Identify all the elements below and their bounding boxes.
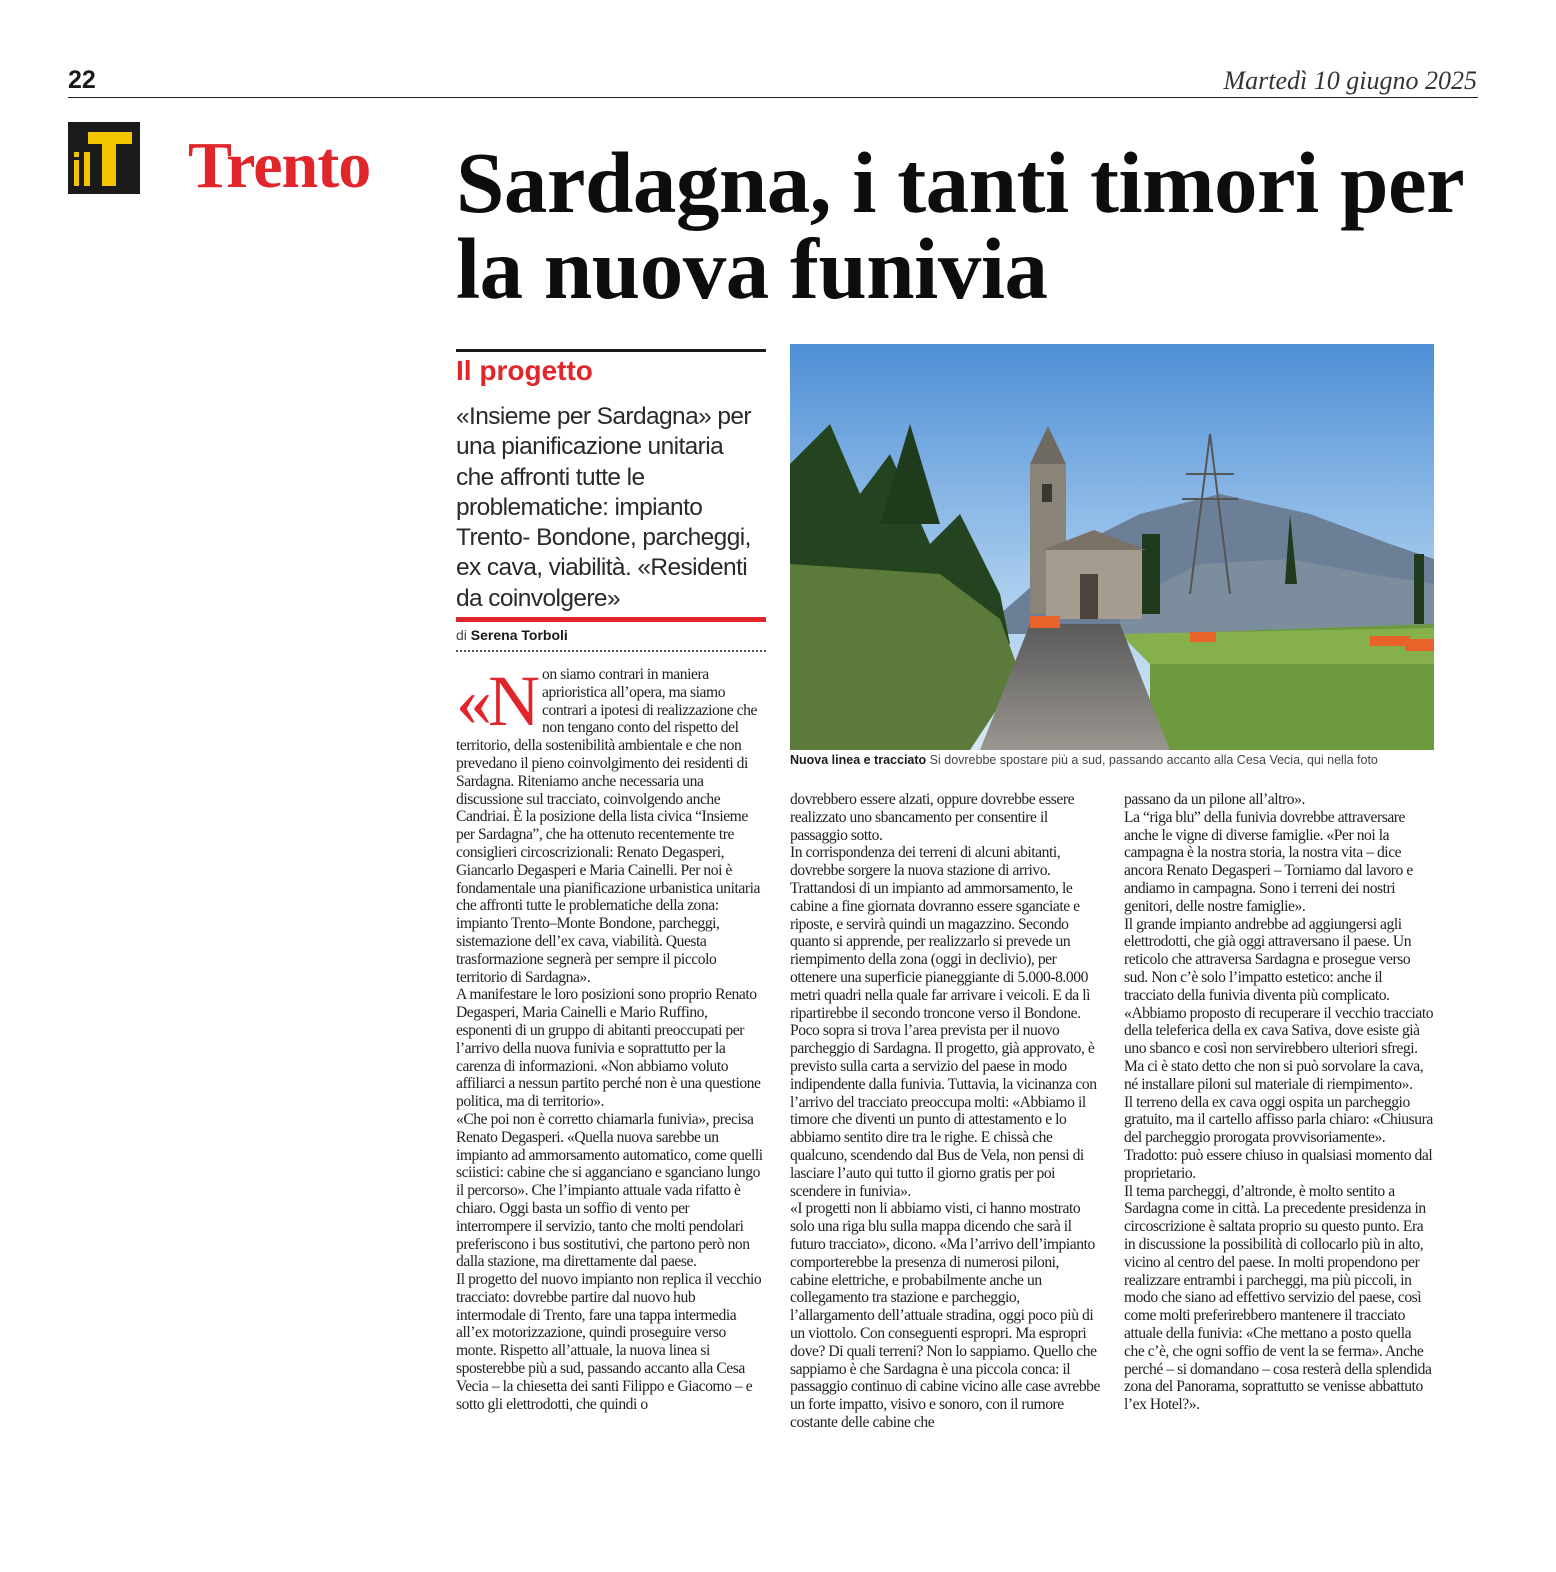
byline-prefix: di xyxy=(456,627,467,643)
header-rule xyxy=(68,97,1478,98)
paragraph: In corrispondenza dei terreni di alcuni abitanti, dovrebbe sorgere la nuova stazione di arrivo. Trattandosi di un impianto ad ammorsamento, le cabine a fine giornata dovranno essere sganciate e riposte, e servirà quindi un magazzino. Secondo quanto si apprende, per realizzarlo si prevede un riempimento della zona (oggi in declivio), per ottenere una superficie pianeggiante di 5.000-8.000 metri quadri nella quale far arrivare i veicoli. E da lì ripartirebbe il secondo troncone verso il Bondone. xyxy=(790,844,1090,1022)
caption-title: Nuova linea e tracciato xyxy=(790,753,927,767)
headline: Sardagna, i tanti timori per la nuova funivia xyxy=(456,134,1463,317)
photo-caption xyxy=(790,753,1434,767)
paragraph: Il tema parcheggi, d’altronde, è molto sentito a Sardagna come in città. La precedente presidenza in circoscrizione è saltata proprio su questo punto. Era in discussione la possibilità di collocarlo più in alto, vicino al centro del paese. In molti propendono per realizzare entrambi i parcheggi, ma più piccoli, in modo che siano ad effettivo servizio del paese, così come molti preferirebbero mantenere il tracciato attuale della funivia: «Che mettano a posto quella che c’è, che ogni soffio de vent la se ferma». Anche perché – si domandano – cosa resterà della splendida zona del Panorama, soprattutto se venisse abbattuto l’ex Hotel?». xyxy=(1124,1182,1432,1414)
newspaper-logo xyxy=(68,122,140,194)
paragraph: passano da un pilone all’altro». xyxy=(1124,791,1305,808)
drop-cap xyxy=(456,661,536,741)
byline-divider xyxy=(456,650,766,652)
caption-text: Si dovrebbe spostare più a sud, passando accanto alla Cesa Vecia, qui nella foto xyxy=(929,753,1378,767)
paragraph: dovrebbero essere alzati, oppure dovrebbe essere realizzato uno sbancamento per consentire il passaggio sotto. xyxy=(790,791,1075,844)
article-column-2 xyxy=(790,791,1100,1432)
article-column-3 xyxy=(1124,791,1434,1414)
paragraph: La “riga blu” della funivia dovrebbe attraversare anche le vigne di diverse famiglie. «Per noi la campagna è la nostra storia, la nostra vita – dice ancora Renato Degasperi – Torniamo dal lavoro e andiamo in campagna. Sono i terreni dei nostri genitori, delle nostre famiglie». xyxy=(1124,808,1413,915)
il-t-logo-icon xyxy=(68,122,140,194)
paragraph: on siamo contrari in maniera aprioristica all’opera, ma siamo contrari a ipotesi di realizzazione che non tengano conto del rispetto del territorio, della sostenibilità ambientale e che non prevedano il pieno coinvolgimento dei residenti di Sardagna. Riteniamo anche necessaria una discussione sul tracciato, coinvolgendo anche Candriai. È la posizione della lista civica “Insieme per Sardagna”, che ha ottenuto recentemente tre consiglieri circoscrizionali: Renato Degasperi, Giancarlo Degasperi e Maria Cainelli. Per noi è fondamentale una pianificazione urbanistica unitaria che affronti tutte le problematiche della zona: impianto Trento–Monte Bondone, parcheggi, sistemazione dell’ex cava, viabilità. Questa trasformazione segnerà per sempre il piccolo territorio di Sardagna». xyxy=(456,666,760,986)
sidebar-red-rule xyxy=(456,617,766,622)
section-title: Trento xyxy=(188,129,371,202)
drop-quote: « xyxy=(456,661,488,741)
paragraph: «Che poi non è corretto chiamarla funivia», precisa Renato Degasperi. «Quella nuova sarebbe un impianto ad ammorsamento automatico, come quelli sciistici: cabine che si agganciano e sganciano lungo il percorso». Che l’impianto attuale vada rifatto è chiaro. Oggi basta un soffio di vento per interrompere il servizio, tanto che molti pendolari preferiscono i bus sostitutivi, che partono però non dalla stazione, ma direttamente dal paese. xyxy=(456,1110,763,1271)
paragraph: «I progetti non li abbiamo visti, ci hanno mostrato solo una riga blu sulla mappa dicendo che sarà il futuro tracciato», dicono. «Ma l’arrivo dell’impianto comporterebbe la presenza di numerosi piloni, cabine elettriche, e probabilmente anche un collegamento tra stazione e parcheggio, l’allargamento dell’attuale stradina, oggi poco più di un viottolo. Con conseguenti espropri. Ma espropri dove? Di quali terreni? Non lo sappiamo. Quello che sappiamo è che Sardagna è una piccola conca: il passaggio continuo di cabine vicino alle case avrebbe un forte impatto, visivo e sonoro, con il rumore costante delle cabine che xyxy=(790,1200,1100,1431)
sidebar-top-rule xyxy=(456,349,766,352)
paragraph: Il progetto del nuovo impianto non replica il vecchio tracciato: dovrebbe partire dal nuovo hub intermodale di Trento, fare una tappa intermedia all’ex motorizzazione, quindi proseguire verso monte. Rispetto all’attuale, la nuova linea si sposterebbe più a sud, passando accanto alla Cesa Vecia – la chiesetta dei santi Filippo e Giacomo – e sotto gli elettrodotti, che quindi o xyxy=(456,1271,762,1413)
article-column-1 xyxy=(456,661,766,1413)
paragraph: Il grande impianto andrebbe ad aggiungersi agli elettrodotti, che già oggi attraversano il paese. Un reticolo che attraversa Sardagna e prosegue verso sud. Non c’è solo l’impatto estetico: anche il tracciato della funivia diventa più complicato. «Abbiamo proposto di recuperare il vecchio tracciato della teleferica della ex cava Sativa, dove esiste già uno sbanco e così non servirebbero ulteriori sfregi. Ma ci è stato detto che non si può sorvolare la cava, né installare piloni sul materiale di riempimento». xyxy=(1124,915,1434,1093)
author-name: Serena Torboli xyxy=(470,627,568,643)
page-number: 22 xyxy=(68,66,96,94)
drop-letter: N xyxy=(488,661,536,741)
paragraph: Poco sopra si trova l’area prevista per il nuovo parcheggio di Sardagna. Il progetto, già approvato, è previsto sulla carta a servizio del paese in modo indipendente dalla funivia. Tuttavia, la vicinanza con l’arrivo del tracciato preoccupa molti: «Abbiamo il timore che diventi un punto di attestamento e lo abbiamo sentito dire tra le righe. E chissà che qualcuno, scendendo dal Bus de Vela, non pensi di lasciare l’auto qui tutto il giorno gratis per poi scendere in funivia». xyxy=(790,1022,1097,1200)
paragraph: Il terreno della ex cava oggi ospita un parcheggio gratuito, ma il cartello affisso parla chiaro: «Chiusura del parcheggio prorogata provvisoriamente». Tradotto: può essere chiuso in qualsiasi momento dal proprietario. xyxy=(1124,1093,1433,1182)
paragraph: A manifestare le loro posizioni sono proprio Renato Degasperi, Maria Cainelli e Mario Ruffino, esponenti di un gruppo di abitanti preoccupati per l’arrivo della nuova funivia e soprattutto per la carenza di informazioni. «Non abbiamo voluto affiliarci a nessun partito perché non è una questione politica, ma di territorio». xyxy=(456,986,761,1111)
summary: «Insieme per Sardagna» per una pianificazione unitaria che affronti tutte le problematiche: impianto Trento- Bondone, parcheggi, ex cava, viabilità. «Residenti da coinvolgere» xyxy=(456,403,751,612)
publication-date: Martedì 10 giugno 2025 xyxy=(1223,66,1477,95)
church-landscape-image xyxy=(790,344,1434,750)
article-photo xyxy=(790,344,1434,750)
kicker: Il progetto xyxy=(456,355,593,386)
byline xyxy=(456,627,568,643)
